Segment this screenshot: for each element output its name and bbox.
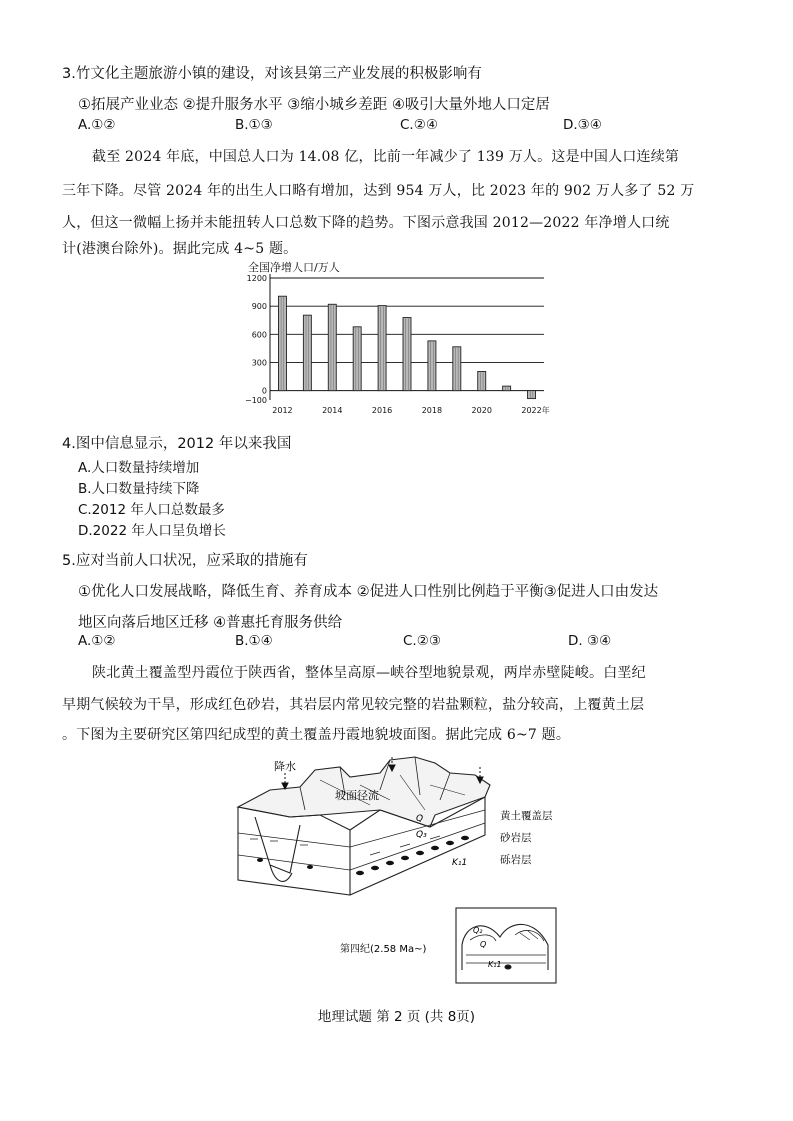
chart-x-tick-label: 2018: [421, 406, 443, 415]
q3-option-c: C.②④: [400, 117, 438, 133]
inset-q2-label: Q₂: [473, 926, 483, 935]
k1-label: K₁1: [452, 858, 468, 868]
chart-y-tick-label: 1200: [246, 274, 267, 283]
q5-option-a: A.①②: [78, 633, 116, 649]
q4-stem: 4.图中信息显示，2012 年以来我国: [62, 436, 292, 452]
legend-conglomerate-layer: 砾岩层: [500, 854, 532, 866]
q4-option-a: A.人口数量持续增加: [78, 460, 200, 476]
q3-label: Q₃: [416, 830, 427, 840]
q5-option-c: C.②③: [403, 633, 441, 649]
chart-y-tick-label: 600: [251, 330, 267, 340]
chart-bar-2022: [528, 391, 536, 399]
chart-bar-2015: [353, 327, 361, 391]
q3-option-b: B.①③: [235, 117, 273, 133]
passage1-line-4: 计(港澳台除外)。据此完成 4~5 题。: [62, 241, 298, 257]
legend-sandstone-layer: 砂岩层: [500, 832, 532, 844]
legend-loess-layer: 黄土覆盖层: [500, 810, 553, 822]
passage2-line-2: 早期气候较为干旱，形成红色砂岩，其岩层内常见较完整的岩盐颗粒，盐分较高，上覆黄土层: [62, 697, 645, 713]
chart-bar-2020: [478, 371, 486, 390]
chart-bar-2012: [278, 296, 286, 390]
chart-y-tick-label: 900: [251, 302, 267, 312]
inset-cross-section: [456, 908, 556, 983]
passage1-line-1: 截至 2024 年底，中国总人口为 14.08 亿，比前一年减少了 139 万人。这是中国人口连续第: [92, 149, 680, 165]
chart-ylabel: 全国净增人口/万人: [248, 261, 340, 274]
chart-y-tick-label: 0: [261, 386, 267, 396]
q3-items: ①拓展产业业态 ②提升服务水平 ③缩小城乡差距 ④吸引大量外地人口定居: [78, 97, 550, 113]
chart-x-tick-label: 2022年: [521, 406, 550, 415]
q4-option-c: C.2012 年人口总数最多: [78, 502, 225, 518]
landscape-block: [238, 757, 490, 895]
q5-items-line-1: ①优化人口发展战略，降低生育、养育成本 ②促进人口性别比例趋于平衡③促进人口由发达: [78, 584, 659, 600]
passage2-line-3: 。下图为主要研究区第四纪成型的黄土覆盖丹霞地貌坡面图。据此完成 6~7 题。: [62, 727, 571, 743]
q3-option-d: D.③④: [563, 117, 602, 133]
q-label: Q: [416, 814, 424, 824]
q5-option-b: B.①④: [235, 633, 273, 649]
inset-q-label: Q: [480, 940, 487, 949]
chart-bar-2021: [503, 386, 511, 391]
conglomerate-pebbles: [257, 836, 469, 875]
net-population-growth-chart: [238, 258, 558, 420]
chart-x-tick-label: 2020: [471, 406, 492, 415]
q4-option-b: B.人口数量持续下降: [78, 481, 200, 497]
q4-option-d: D.2022 年人口呈负增长: [78, 523, 226, 539]
chart-x-tick-label: 2012: [272, 406, 293, 415]
chart-x-tick-label: 2016: [371, 406, 393, 415]
chart-x-tick-label: 2014: [322, 406, 343, 415]
runoff-label: 坡面径流: [335, 789, 379, 802]
q3-stem: 3.竹文化主题旅游小镇的建设，对该县第三产业发展的积极影响有: [62, 66, 482, 82]
chart-y-tick-label: −100: [245, 396, 267, 405]
q3-option-a: A.①②: [78, 117, 116, 133]
chart-y-tick-label: 300: [251, 358, 267, 368]
passage2-line-1: 陕北黄土覆盖型丹霞位于陕西省，整体呈高原—峡谷型地貌景观，两岸赤壁陡峻。白垩纪: [92, 665, 646, 681]
inset-k1-label: K₁1: [488, 960, 502, 969]
q5-stem: 5.应对当前人口状况，应采取的措施有: [62, 553, 308, 569]
chart-bar-2013: [303, 315, 311, 390]
chart-bar-2017: [403, 318, 411, 391]
chart-bar-2014: [328, 304, 336, 390]
chart-bar-2018: [428, 341, 436, 391]
rain-label: 降水: [274, 760, 296, 773]
page-footer: 地理试题 第 2 页 (共 8页): [317, 1009, 476, 1025]
q5-option-d: D. ③④: [568, 633, 612, 649]
loess-danxia-slope-diagram: [230, 755, 570, 990]
chart-bar-2019: [453, 347, 461, 391]
chart-bar-2016: [378, 306, 386, 391]
q5-items-line-2: 地区向落后地区迁移 ④普惠托育服务供给: [78, 615, 343, 631]
passage1-line-2: 三年下降。尽管 2024 年的出生人口略有增加，达到 954 万人，比 2023 年的 902 万人多了 52 万: [62, 183, 695, 199]
passage1-line-3: 人，但这一微幅上扬并未能扭转人口总数下降的趋势。下图示意我国 2012—2022 年净增人口统: [62, 215, 670, 231]
quaternary-label: 第四纪(2.58 Ma~): [340, 944, 427, 955]
